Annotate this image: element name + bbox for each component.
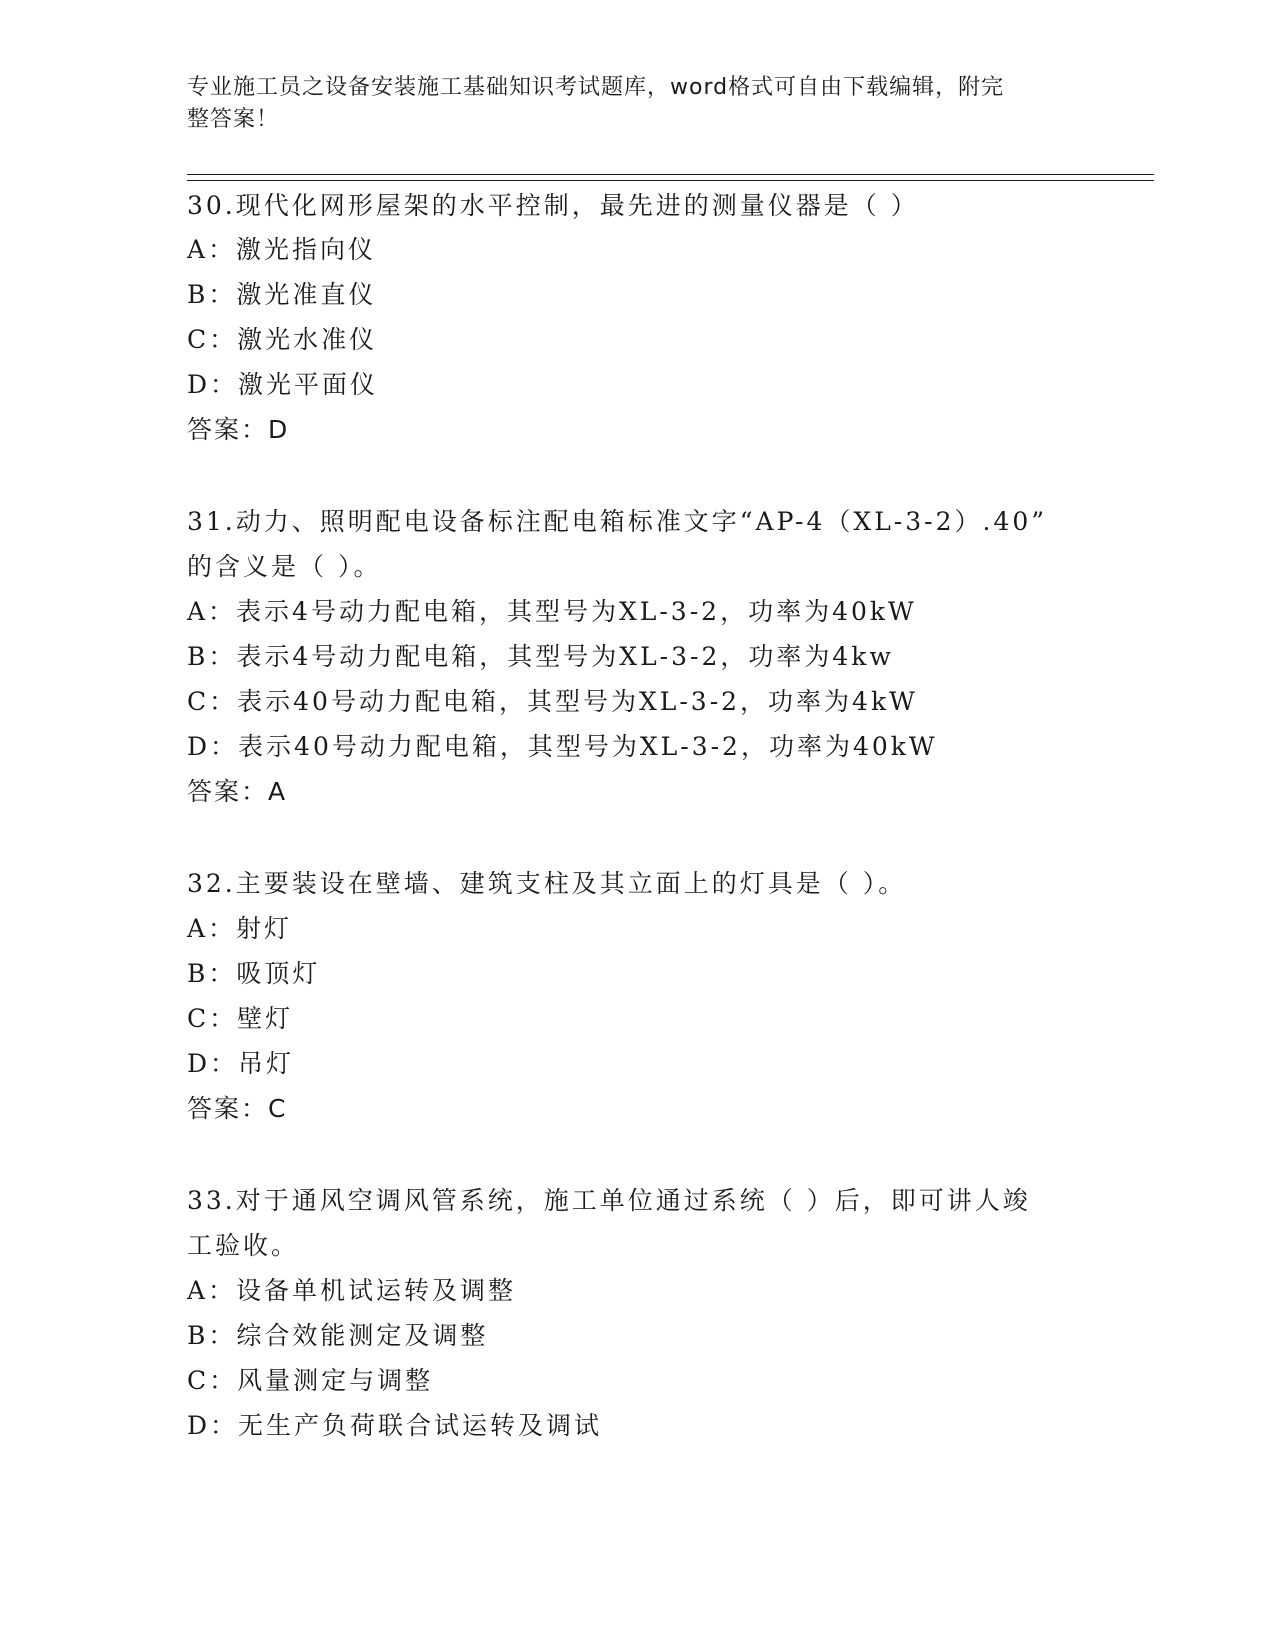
option-b: B：综合效能测定及调整 (187, 1321, 489, 1350)
option-c: C：表示40号动力配电箱，其型号为XL-3-2，功率为4kW (187, 687, 918, 716)
option-b: B：吸顶灯 (187, 959, 321, 988)
header-divider-bottom (187, 180, 1154, 181)
option-a: A：射灯 (187, 914, 293, 943)
header-line-1: 专业施工员之设备安装施工基础知识考试题库，word格式可自由下载编辑，附完 (187, 75, 1005, 100)
header-line-2: 整答案！ (187, 107, 280, 132)
option-c: C：风量测定与调整 (187, 1366, 434, 1395)
header-divider-top (187, 174, 1154, 175)
option-d: D：无生产负荷联合试运转及调试 (187, 1411, 603, 1440)
question-stem: 32.主要装设在壁墙、建筑支柱及其立面上的灯具是（ ）。 (187, 869, 907, 898)
answer: 答案：A (187, 777, 288, 806)
question-stem-continued: 的含义是（ ）。 (187, 552, 382, 581)
option-a: A：表示4号动力配电箱，其型号为XL-3-2，功率为40kW (187, 597, 917, 626)
answer: 答案：D (187, 415, 290, 444)
option-a: A：激光指向仪 (187, 235, 377, 264)
option-d: D：吊灯 (187, 1049, 295, 1078)
question-stem-continued: 工验收。 (187, 1231, 300, 1260)
option-a: A：设备单机试运转及调整 (187, 1276, 517, 1305)
option-c: C：激光水准仪 (187, 325, 378, 354)
question-stem: 33.对于通风空调风管系统，施工单位通过系统（ ）后，即可讲人竣 (187, 1186, 1031, 1215)
answer: 答案：C (187, 1094, 288, 1123)
option-b: B：激光准直仪 (187, 280, 377, 309)
document-header (187, 72, 1067, 136)
question-stem: 30.现代化网形屋架的水平控制，最先进的测量仪器是（ ） (187, 191, 919, 220)
option-c: C：壁灯 (187, 1004, 294, 1033)
option-d: D：表示40号动力配电箱，其型号为XL-3-2，功率为40kW (187, 732, 938, 761)
option-d: D：激光平面仪 (187, 370, 379, 399)
option-b: B：表示4号动力配电箱，其型号为XL-3-2，功率为4kw (187, 642, 894, 671)
question-stem: 31.动力、照明配电设备标注配电箱标准文字“AP-4（XL-3-2）.40” (187, 507, 1048, 536)
